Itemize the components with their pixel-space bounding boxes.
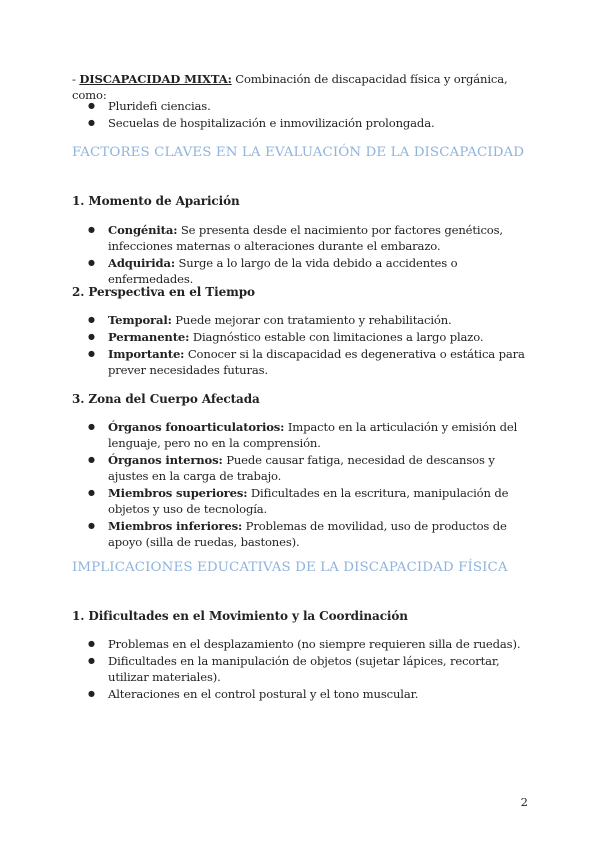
list-item: ● Dificultades en la manipulación de objetos (sujetar lápices, recortar, utilizar materiales). [72,653,528,685]
list-item: ● Secuelas de hospitalización e inmovilización prolongada. [72,115,528,131]
list-item: ● Pluridefi ciencias. [72,98,528,114]
list-item [72,255,528,287]
page-number: 2 [520,795,528,809]
list-item [72,485,528,517]
subheading-zona: 3. Zona del Cuerpo Afectada [72,392,260,406]
intro-term: DISCAPACIDAD MIXTA: [79,72,232,86]
intro-list [72,98,528,132]
intro-dash: - [72,72,80,86]
item-text: Diagnóstico estable con limitaciones a largo plazo. [189,330,484,344]
list-item [72,312,528,328]
item-term: Importante: [108,347,185,361]
item-text: Conocer si la discapacidad es degenerativa o estática para prever necesidades futuras. [108,347,525,377]
item-text: Se presenta desde el nacimiento por factores genéticos, infecciones maternas o alteraciones durante el embarazo. [108,223,503,253]
list-item [72,452,528,484]
item-text: Surge a lo largo de la vida debido a accidentes o enfermedades. [108,256,458,286]
list-item [72,329,528,345]
list-movimiento [72,636,528,703]
item-term: Órganos internos: [108,453,223,467]
list-item [72,346,528,378]
list-item [72,419,528,451]
item-text: Puede mejorar con tratamiento y rehabilitación. [171,313,452,327]
item-text: Problemas de movilidad, uso de productos de apoyo (silla de ruedas, bastones). [108,519,507,549]
item-term: Miembros superiores: [108,486,248,500]
section-title-factores: FACTORES CLAVES EN LA EVALUACIÓN DE LA DISCAPACIDAD [72,145,525,160]
section-title-implicaciones: IMPLICACIONES EDUCATIVAS DE LA DISCAPACIDAD FÍSICA [72,560,508,575]
item-term: Miembros inferiores: [108,519,243,533]
subheading-perspectiva: 2. Perspectiva en el Tiempo [72,285,255,299]
list-momento [72,222,528,288]
item-term: Órganos fonoarticulatorios: [108,420,285,434]
list-zona [72,419,528,551]
item-term: Congénita: [108,223,178,237]
list-perspectiva [72,312,528,379]
item-text: Impacto en la articulación y emisión del lenguaje, pero no en la comprensión. [108,420,518,450]
subheading-momento: 1. Momento de Aparición [72,194,240,208]
list-item: ● Alteraciones en el control postural y el tono muscular. [72,686,528,702]
item-term: Adquirida: [108,256,175,270]
intro-text: Combinación de discapacidad física y orgánica, como: [72,72,508,102]
item-text: Puede causar fatiga, necesidad de descansos y ajustes en la carga de trabajo. [108,453,495,483]
item-text: Dificultades en la escritura, manipulación de objetos y uso de tecnología. [108,486,509,516]
item-term: Permanente: [108,330,190,344]
item-term: Temporal: [108,313,172,327]
subheading-movimiento: 1. Dificultades en el Movimiento y la Coordinación [72,609,408,623]
list-item [72,222,528,254]
list-item [72,518,528,550]
list-item: ● Problemas en el desplazamiento (no siempre requieren silla de ruedas). [72,636,528,652]
